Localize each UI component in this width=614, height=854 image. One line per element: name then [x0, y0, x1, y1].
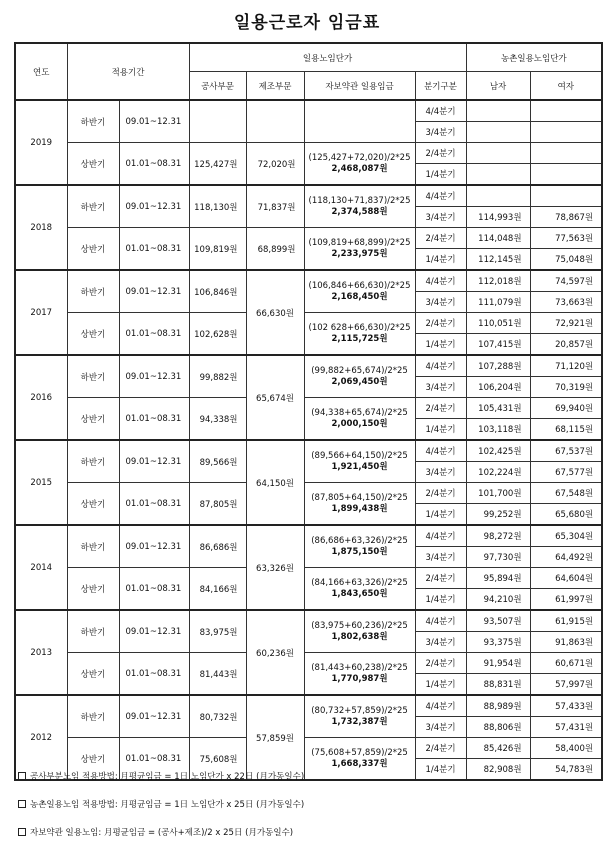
wage-table [14, 42, 603, 781]
range-cell: 01.01~08.31 [119, 653, 189, 696]
manufacturing-cell: 57,859원 [246, 695, 304, 780]
female-cell: 57,433원 [530, 695, 602, 717]
quarter-cell: 4/4분기 [415, 100, 466, 122]
half-cell: 상반기 [67, 568, 119, 611]
quarter-cell: 4/4분기 [415, 440, 466, 462]
table-row [15, 610, 602, 632]
male-cell [466, 143, 530, 164]
header-male: 남자 [466, 72, 530, 101]
header-public: 공사부문 [189, 72, 246, 101]
quarter-cell: 4/4분기 [415, 610, 466, 632]
male-cell: 111,079원 [466, 292, 530, 313]
quarter-cell: 4/4분기 [415, 525, 466, 547]
assoc-cell [304, 483, 415, 526]
public-cell: 102,628원 [189, 313, 246, 356]
quarter-cell: 4/4분기 [415, 270, 466, 292]
table-row [15, 270, 602, 292]
male-cell: 82,908원 [466, 759, 530, 781]
note-item [18, 798, 598, 826]
quarter-cell: 3/4분기 [415, 632, 466, 653]
public-cell: 125,427원 [189, 143, 246, 186]
manufacturing-cell: 72,020원 [246, 143, 304, 186]
female-cell [530, 122, 602, 143]
year-cell: 2015 [15, 440, 67, 525]
formula-text: (75,608+57,859)/2*25 [311, 747, 408, 758]
formula-text: (87,805+64,150)/2*25 [311, 492, 408, 503]
public-cell: 94,338원 [189, 398, 246, 441]
formula-text: (106,846+66,630)/2*25 [308, 280, 411, 291]
female-cell: 57,997원 [530, 674, 602, 696]
male-cell: 93,507원 [466, 610, 530, 632]
male-cell: 102,425원 [466, 440, 530, 462]
male-cell: 88,831원 [466, 674, 530, 696]
year-cell: 2013 [15, 610, 67, 695]
female-cell: 67,537원 [530, 440, 602, 462]
public-cell: 99,882원 [189, 355, 246, 398]
female-cell: 78,867원 [530, 207, 602, 228]
half-cell: 하반기 [67, 185, 119, 228]
quarter-cell: 1/4분기 [415, 249, 466, 271]
table-row [15, 738, 602, 759]
assoc-cell [304, 100, 415, 143]
female-cell: 20,857원 [530, 334, 602, 356]
note-item [18, 826, 598, 854]
formula-text: (83,975+60,236)/2*25 [311, 620, 408, 631]
female-cell: 70,319원 [530, 377, 602, 398]
quarter-cell: 1/4분기 [415, 759, 466, 781]
manufacturing-cell: 71,837원 [246, 185, 304, 228]
male-cell [466, 185, 530, 207]
range-cell: 01.01~08.31 [119, 398, 189, 441]
male-cell: 102,224원 [466, 462, 530, 483]
male-cell: 103,118원 [466, 419, 530, 441]
quarter-cell: 2/4분기 [415, 228, 466, 249]
public-cell: 75,608원 [189, 738, 246, 781]
quarter-cell: 2/4분기 [415, 398, 466, 419]
quarter-cell: 3/4분기 [415, 292, 466, 313]
table-row [15, 440, 602, 462]
male-cell: 99,252원 [466, 504, 530, 526]
year-cell: 2018 [15, 185, 67, 270]
range-cell: 01.01~08.31 [119, 483, 189, 526]
male-cell [466, 100, 530, 122]
note-text: 자보약관 일용노임: 月평균임금 = (공사+제조)/2 x 25日 (月가동일수) [30, 828, 294, 838]
range-cell: 09.01~12.31 [119, 185, 189, 228]
assoc-cell [304, 228, 415, 271]
formula-result: 1,899,438원 [331, 503, 388, 514]
page-title: 일용근로자 임금표 [233, 13, 381, 33]
public-cell: 109,819원 [189, 228, 246, 271]
header-period: 적용기간 [67, 43, 189, 100]
male-cell: 88,989원 [466, 695, 530, 717]
female-cell: 69,940원 [530, 398, 602, 419]
male-cell: 106,204원 [466, 377, 530, 398]
male-cell [466, 164, 530, 186]
female-cell: 74,597원 [530, 270, 602, 292]
formula-result: 1,875,150원 [331, 546, 388, 557]
male-cell: 93,375원 [466, 632, 530, 653]
year-cell: 2016 [15, 355, 67, 440]
male-cell: 91,954원 [466, 653, 530, 674]
male-cell: 110,051원 [466, 313, 530, 334]
female-cell: 73,663원 [530, 292, 602, 313]
public-cell: 81,443원 [189, 653, 246, 696]
year-cell: 2017 [15, 270, 67, 355]
public-cell: 86,686원 [189, 525, 246, 568]
table-row [15, 525, 602, 547]
female-cell: 64,604원 [530, 568, 602, 589]
female-cell [530, 143, 602, 164]
table-row [15, 100, 602, 122]
assoc-cell [304, 270, 415, 313]
male-cell: 98,272원 [466, 525, 530, 547]
range-cell: 01.01~08.31 [119, 228, 189, 271]
year-cell: 2019 [15, 100, 67, 185]
quarter-cell: 2/4분기 [415, 143, 466, 164]
male-cell [466, 122, 530, 143]
half-cell: 상반기 [67, 228, 119, 271]
assoc-cell [304, 143, 415, 186]
header-daily-group: 일용노임단가 [189, 43, 466, 72]
table-row [15, 568, 602, 589]
range-cell: 01.01~08.31 [119, 568, 189, 611]
notes-section [18, 770, 598, 854]
public-cell: 118,130원 [189, 185, 246, 228]
table-row [15, 355, 602, 377]
female-cell: 64,492원 [530, 547, 602, 568]
female-cell: 72,921원 [530, 313, 602, 334]
quarter-cell: 3/4분기 [415, 717, 466, 738]
note-item [18, 770, 598, 798]
female-cell: 65,304원 [530, 525, 602, 547]
formula-result: 1,802,638원 [331, 631, 388, 642]
public-cell: 83,975원 [189, 610, 246, 653]
male-cell: 107,288원 [466, 355, 530, 377]
half-cell: 상반기 [67, 143, 119, 186]
manufacturing-cell: 65,674원 [246, 355, 304, 440]
half-cell: 상반기 [67, 398, 119, 441]
half-cell: 하반기 [67, 610, 119, 653]
manufacturing-cell: 63,326원 [246, 525, 304, 610]
formula-result: 2,000,150원 [331, 418, 388, 429]
quarter-cell: 3/4분기 [415, 377, 466, 398]
header-female: 여자 [530, 72, 602, 101]
assoc-cell [304, 440, 415, 483]
formula-text: (125,427+72,020)/2*25 [308, 152, 411, 163]
formula-text: (84,166+63,326)/2*25 [311, 577, 408, 588]
assoc-cell [304, 695, 415, 738]
range-cell: 09.01~12.31 [119, 610, 189, 653]
assoc-cell [304, 313, 415, 356]
year-cell: 2014 [15, 525, 67, 610]
male-cell: 112,145원 [466, 249, 530, 271]
half-cell: 하반기 [67, 270, 119, 313]
quarter-cell: 3/4분기 [415, 462, 466, 483]
quarter-cell: 2/4분기 [415, 313, 466, 334]
female-cell [530, 164, 602, 186]
range-cell: 09.01~12.31 [119, 525, 189, 568]
header-year: 연도 [15, 43, 67, 100]
note-text: 농촌일용노임 적용방법: 月평균임금 = 1日 노임단가 x 25日 (月가동일수) [30, 800, 305, 810]
female-cell: 71,120원 [530, 355, 602, 377]
assoc-cell [304, 185, 415, 228]
male-cell: 95,894원 [466, 568, 530, 589]
public-cell [189, 100, 246, 143]
female-cell: 77,563원 [530, 228, 602, 249]
assoc-cell [304, 398, 415, 441]
male-cell: 97,730원 [466, 547, 530, 568]
female-cell [530, 100, 602, 122]
quarter-cell: 4/4분기 [415, 185, 466, 207]
range-cell: 01.01~08.31 [119, 143, 189, 186]
checkbox-square-icon [18, 772, 26, 780]
table-row [15, 228, 602, 249]
header-manufacturing: 제조부문 [246, 72, 304, 101]
formula-result: 1,770,987원 [331, 673, 388, 684]
range-cell: 09.01~12.31 [119, 355, 189, 398]
half-cell: 하반기 [67, 695, 119, 738]
header-quarter: 분기구분 [415, 72, 466, 101]
quarter-cell: 4/4분기 [415, 695, 466, 717]
male-cell: 107,415원 [466, 334, 530, 356]
female-cell: 61,915원 [530, 610, 602, 632]
range-cell: 01.01~08.31 [119, 313, 189, 356]
assoc-cell [304, 568, 415, 611]
manufacturing-cell: 64,150원 [246, 440, 304, 525]
female-cell: 54,783원 [530, 759, 602, 781]
note-text: 공사부분노임 적용방법: 月평균임금 = 1日 노임단가 x 22日 (月가동일수) [30, 772, 305, 782]
female-cell: 61,997원 [530, 589, 602, 611]
assoc-cell [304, 525, 415, 568]
quarter-cell: 3/4분기 [415, 547, 466, 568]
formula-text: (80,732+57,859)/2*25 [311, 705, 408, 716]
male-cell: 85,426원 [466, 738, 530, 759]
range-cell: 01.01~08.31 [119, 738, 189, 781]
half-cell: 하반기 [67, 355, 119, 398]
female-cell: 91,863원 [530, 632, 602, 653]
male-cell: 114,993원 [466, 207, 530, 228]
formula-result: 2,468,087원 [331, 163, 388, 174]
manufacturing-cell: 60,236원 [246, 610, 304, 695]
public-cell: 87,805원 [189, 483, 246, 526]
manufacturing-cell: 68,899원 [246, 228, 304, 271]
female-cell: 65,680원 [530, 504, 602, 526]
table-row [15, 398, 602, 419]
table-row [15, 695, 602, 717]
half-cell: 상반기 [67, 653, 119, 696]
male-cell: 105,431원 [466, 398, 530, 419]
quarter-cell: 1/4분기 [415, 504, 466, 526]
formula-text: (94,338+65,674)/2*25 [311, 407, 408, 418]
formula-result: 2,069,450원 [331, 376, 388, 387]
male-cell: 94,210원 [466, 589, 530, 611]
manufacturing-cell [246, 100, 304, 143]
half-cell: 상반기 [67, 313, 119, 356]
female-cell: 58,400원 [530, 738, 602, 759]
male-cell: 112,018원 [466, 270, 530, 292]
assoc-cell [304, 610, 415, 653]
female-cell: 67,577원 [530, 462, 602, 483]
formula-text: (102 628+66,630)/2*25 [308, 322, 411, 333]
quarter-cell: 2/4분기 [415, 738, 466, 759]
quarter-cell: 2/4분기 [415, 483, 466, 504]
formula-result: 1,732,387원 [331, 716, 388, 727]
female-cell: 75,048원 [530, 249, 602, 271]
quarter-cell: 1/4분기 [415, 589, 466, 611]
formula-text: (86,686+63,326)/2*25 [311, 535, 408, 546]
public-cell: 89,566원 [189, 440, 246, 483]
range-cell: 09.01~12.31 [119, 100, 189, 143]
half-cell: 하반기 [67, 440, 119, 483]
male-cell: 101,700원 [466, 483, 530, 504]
half-cell: 하반기 [67, 100, 119, 143]
quarter-cell: 1/4분기 [415, 164, 466, 186]
formula-result: 1,843,650원 [331, 588, 388, 599]
range-cell: 09.01~12.31 [119, 440, 189, 483]
formula-result: 2,374,588원 [331, 206, 388, 217]
quarter-cell: 3/4분기 [415, 207, 466, 228]
quarter-cell: 4/4분기 [415, 355, 466, 377]
assoc-cell [304, 355, 415, 398]
male-cell: 114,048원 [466, 228, 530, 249]
formula-result: 2,233,975원 [331, 248, 388, 259]
formula-result: 2,168,450원 [331, 291, 388, 302]
assoc-cell [304, 653, 415, 696]
quarter-cell: 2/4분기 [415, 653, 466, 674]
female-cell [530, 185, 602, 207]
female-cell: 60,671원 [530, 653, 602, 674]
public-cell: 84,166원 [189, 568, 246, 611]
quarter-cell: 2/4분기 [415, 568, 466, 589]
male-cell: 88,806원 [466, 717, 530, 738]
table-row [15, 653, 602, 674]
formula-result: 1,668,337원 [331, 758, 388, 769]
table-row [15, 483, 602, 504]
female-cell: 68,115원 [530, 419, 602, 441]
checkbox-square-icon [18, 828, 26, 836]
public-cell: 80,732원 [189, 695, 246, 738]
table-row [15, 143, 602, 164]
checkbox-square-icon [18, 800, 26, 808]
half-cell: 상반기 [67, 483, 119, 526]
header-assoc: 자보약관 일용임금 [304, 72, 415, 101]
range-cell: 09.01~12.31 [119, 695, 189, 738]
header-farm-group: 농촌일용노임단가 [466, 43, 602, 72]
quarter-cell: 1/4분기 [415, 674, 466, 696]
quarter-cell: 1/4분기 [415, 334, 466, 356]
formula-text: (89,566+64,150)/2*25 [311, 450, 408, 461]
quarter-cell: 1/4분기 [415, 419, 466, 441]
female-cell: 57,431원 [530, 717, 602, 738]
table-row [15, 185, 602, 207]
year-cell: 2012 [15, 695, 67, 780]
formula-text: (109,819+68,899)/2*25 [308, 237, 411, 248]
formula-text: (81,443+60,238)/2*25 [311, 662, 408, 673]
half-cell: 상반기 [67, 738, 119, 781]
formula-result: 2,115,725원 [331, 333, 388, 344]
formula-result: 1,921,450원 [331, 461, 388, 472]
manufacturing-cell: 66,630원 [246, 270, 304, 355]
female-cell: 67,548원 [530, 483, 602, 504]
quarter-cell: 3/4분기 [415, 122, 466, 143]
range-cell: 09.01~12.31 [119, 270, 189, 313]
public-cell: 106,846원 [189, 270, 246, 313]
formula-text: (99,882+65,674)/2*25 [311, 365, 408, 376]
formula-text: (118,130+71,837)/2*25 [308, 195, 411, 206]
table-row [15, 313, 602, 334]
half-cell: 하반기 [67, 525, 119, 568]
